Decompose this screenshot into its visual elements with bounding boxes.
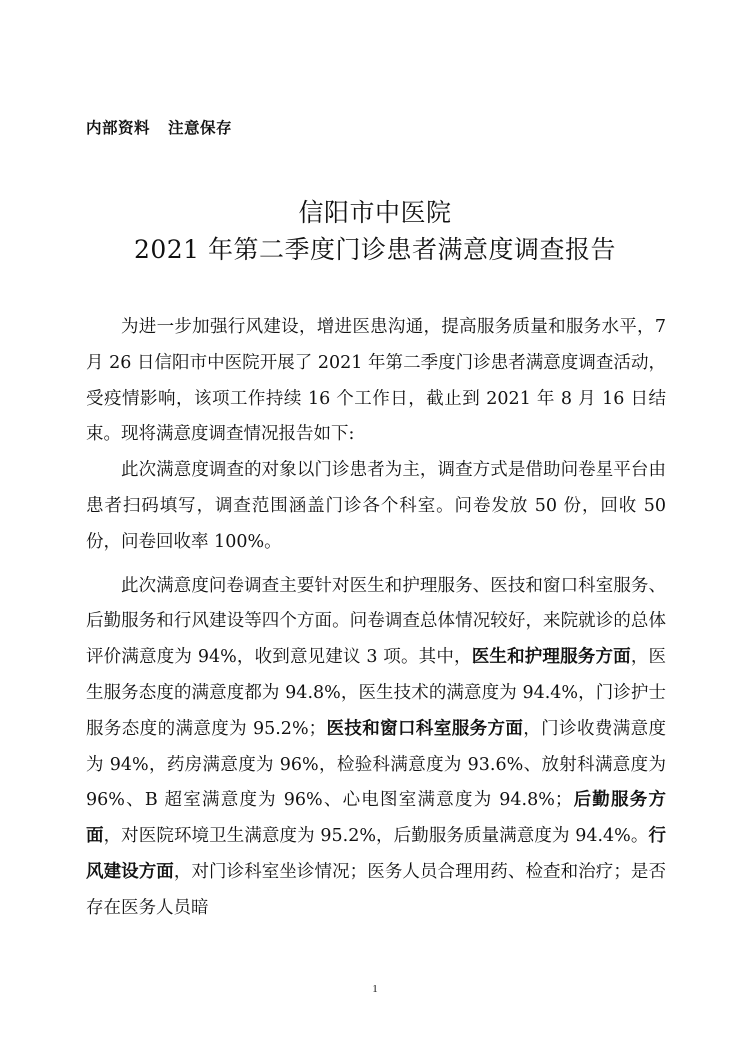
section-doctor-nursing-heading: 医生和护理服务方面 bbox=[471, 647, 631, 668]
report-title: 2021 年第二季度门诊患者满意度调查报告 bbox=[133, 235, 617, 264]
internal-material-label: 内部资料 bbox=[86, 119, 151, 137]
paragraph-survey-method: 此次满意度调查的对象以门诊患者为主，调查方式是借助问卷星平台由患者扫码填写，调查范围涵盖门诊各个科室。问卷发放 50 份，回收 50 份，问卷回收率 100%。 bbox=[86, 460, 666, 552]
section-conduct-text: ，对门诊科室坐诊情况；医务人员合理用药、检查和治疗；是否存在医务人员暗 bbox=[86, 861, 666, 918]
results-intro: 此次满意度问卷调查主要针对医生和护理服务、医技和窗口科室服务、后勤服务和行风建设等四个方面。问卷调查总体情况较好，来院就诊的总体评价满意度为 94%，收到意见建议 3 项。其中， bbox=[86, 575, 666, 668]
section-conduct-heading: 行风建设方面 bbox=[86, 826, 666, 882]
page-number: 1 bbox=[372, 983, 378, 995]
section-medtech-window-text: ，门诊收费满意度为 94%，药房满意度为 96%，检验科满意度为 93.6%、放射科满意度为 96%、B 超室满意度为 96%、心电图室满意度为 94.8%； bbox=[86, 718, 667, 811]
internal-document-note bbox=[86, 116, 232, 138]
keep-safe-label: 注意保存 bbox=[168, 119, 233, 137]
section-logistics-text: ，对医院环境卫生满意度为 95.2%，后勤服务质量满意度为 94.4%。 bbox=[103, 826, 649, 847]
hospital-name-title: 信阳市中医院 bbox=[298, 198, 452, 227]
section-medtech-window-heading: 医技和窗口科室服务方面 bbox=[326, 718, 524, 739]
paragraph-introduction: 为进一步加强行风建设，增进医患沟通，提高服务质量和服务水平，7 月 26 日信阳市中医院开展了 2021 年第二季度门诊患者满意度调查活动，受疫情影响，该项工作持续 16 个工作日，截止到 2021 年 8 月 16 日结束。现将满意度调查情况报告如下: bbox=[86, 317, 666, 445]
paragraph-survey-results bbox=[86, 569, 666, 927]
section-doctor-nursing-text: ，医生服务态度的满意度都为 94.8%，医生技术的满意度为 94.4%，门诊护士服务态度的满意度为 95.2%； bbox=[86, 647, 667, 739]
report-body bbox=[86, 310, 666, 927]
section-logistics-heading: 后勤服务方面 bbox=[86, 790, 667, 847]
